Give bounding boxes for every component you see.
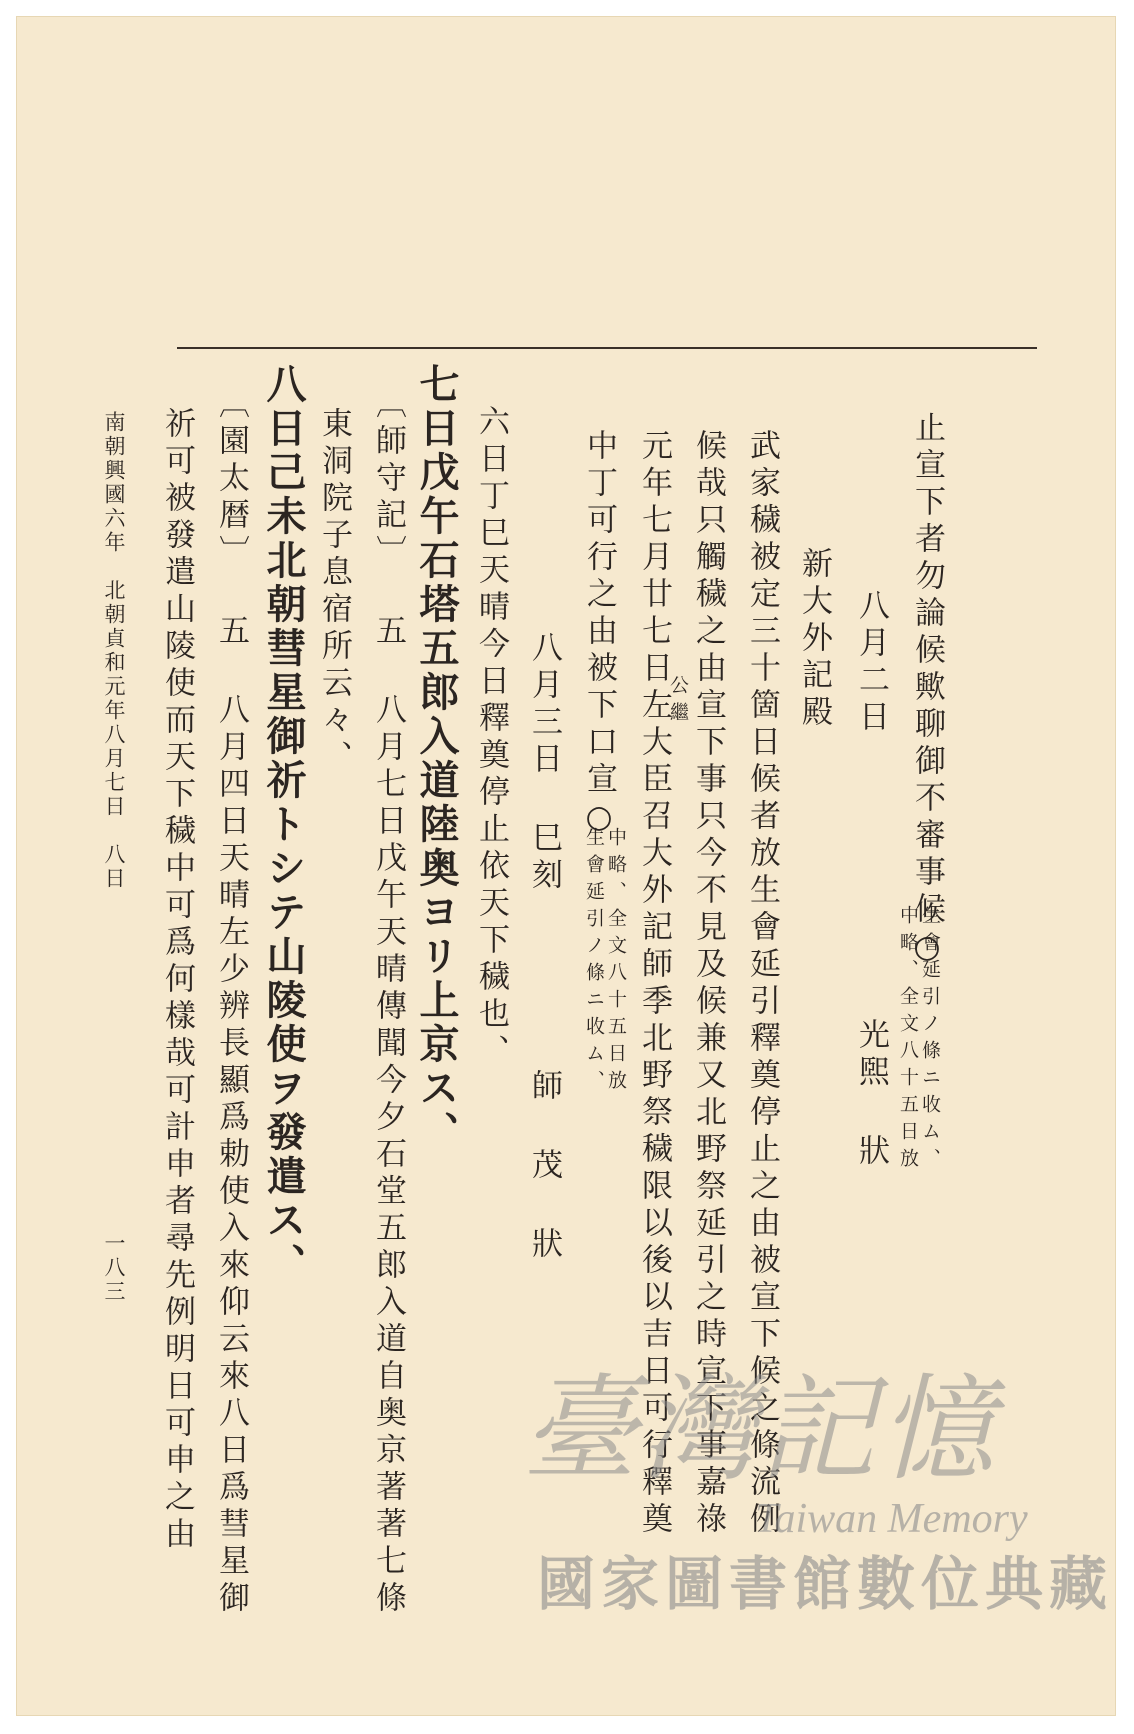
text-column-7-note-a: 中略、全文八十五日放 <box>605 827 627 1097</box>
document-page <box>16 16 1116 1716</box>
text-column-8: 八月三日 巳刻 <box>526 631 562 895</box>
text-column-12: 東洞院子息宿所云々、 <box>316 407 352 777</box>
text-column-13-heading: 八日己未北朝彗星御祈トシテ山陵使ヲ發遣ス、 <box>260 363 307 1287</box>
watermark-library: 國家圖書館數位典藏 <box>537 1550 1114 1618</box>
watermark-logo: 臺灣記憶 <box>522 1363 998 1497</box>
text-column-2-signer: 光煕 狀 <box>853 1018 889 1171</box>
text-column-1: 止宣下者勿論候歟聊御不審事候○ <box>909 411 945 971</box>
text-column-15: 祈可被發遣山陵使而天下穢中可爲何樣哉可計申者尋先例明日可申之由 <box>159 407 195 1554</box>
text-column-11: 〔師守記〕 五 八月七日戊午天晴傳聞今夕石堂五郎入道自奥京著著七條 <box>370 387 406 1618</box>
text-column-5: 候哉只觸穢之由宣下事只今不見及候兼又北野祭延引之時宣下事嘉祿 <box>690 429 726 1539</box>
watermark-subtitle: Taiwan Memory <box>755 1496 1028 1542</box>
text-column-2: 八月二日 <box>853 589 889 737</box>
text-column-note-1b: 中略、全文八十五日放 <box>897 905 919 1175</box>
text-column-8-signer: 師 茂 狀 <box>526 1069 562 1264</box>
text-column-9: 六日丁巳天晴今日釋奠停止依天下穢也、 <box>473 405 509 1071</box>
text-column-10-heading: 七日戊午石塔五郎入道陸奥ヨリ上京ス、 <box>413 363 460 1155</box>
page-number: 一八三 <box>102 1232 126 1304</box>
text-column-3: 新大外記殿 <box>796 547 832 732</box>
text-column-7: 中丁可行之由被下口宣○ <box>581 429 617 841</box>
text-column-5-note: 公繼 <box>667 675 689 729</box>
horizontal-rule <box>177 347 1037 349</box>
text-column-14: 〔園太暦〕 五 八月四日天晴左少辨長顯爲勅使入來仰云來八日爲彗星御 <box>213 387 249 1618</box>
text-column-7-note-b: 生會延引ノ條ニ收ム、 <box>583 827 605 1097</box>
text-column-4: 武家穢被定三十箇日候者放生會延引釋奠停止之由被宣下候之條流例 <box>744 429 780 1539</box>
text-column-6: 元年七月廿七日左大臣召大外記師季北野祭穢限以後以吉日可行釋奠 <box>636 429 672 1539</box>
text-column-note-1a: 生會延引ノ條ニ收ム、 <box>919 905 941 1175</box>
running-head: 南朝興國六年 北朝貞和元年八月七日 八日 <box>102 411 126 891</box>
